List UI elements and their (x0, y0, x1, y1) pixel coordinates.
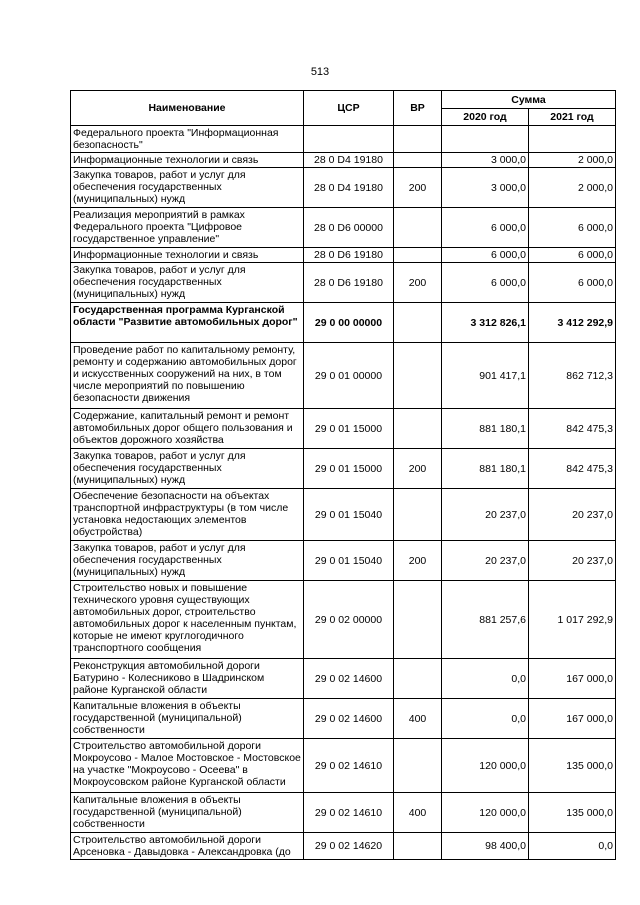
row-vr: 400 (394, 699, 442, 739)
row-sum-2020: 120 000,0 (442, 739, 529, 793)
table-row (71, 581, 616, 659)
row-sum-2020: 0,0 (442, 659, 529, 699)
row-vr (394, 581, 442, 659)
row-sum-2021: 3 412 292,9 (529, 303, 616, 343)
row-sum-2020: 98 400,0 (442, 833, 529, 860)
table-row (71, 541, 616, 581)
row-csr: 29 0 02 14610 (304, 793, 394, 833)
table-row (71, 449, 616, 489)
row-csr (304, 126, 394, 153)
row-sum-2021: 2 000,0 (529, 168, 616, 208)
table-row (71, 343, 616, 409)
row-vr (394, 409, 442, 449)
row-vr (394, 833, 442, 860)
row-sum-2021: 6 000,0 (529, 263, 616, 303)
row-vr (394, 739, 442, 793)
table-row (71, 263, 616, 303)
row-sum-2020: 6 000,0 (442, 208, 529, 248)
row-sum-2020 (442, 126, 529, 153)
header-name: Наименование (71, 91, 304, 126)
row-sum-2021 (529, 126, 616, 153)
row-sum-2021: 2 000,0 (529, 153, 616, 168)
row-sum-2021: 0,0 (529, 833, 616, 860)
header-2021: 2021 год (529, 109, 616, 126)
row-sum-2021: 6 000,0 (529, 208, 616, 248)
header-csr: ЦСР (304, 91, 394, 126)
row-name: Закупка товаров, работ и услуг для обеспечения государственных (муниципальных) нужд (71, 449, 304, 489)
row-name: Закупка товаров, работ и услуг для обеспечения государственных (муниципальных) нужд (71, 263, 304, 303)
row-vr: 200 (394, 263, 442, 303)
row-sum-2020: 3 000,0 (442, 168, 529, 208)
row-csr: 29 0 01 15040 (304, 489, 394, 541)
row-sum-2021: 167 000,0 (529, 659, 616, 699)
row-sum-2021: 862 712,3 (529, 343, 616, 409)
row-name: Федерального проекта "Информационная безопасность" (71, 126, 304, 153)
row-csr: 28 0 D6 19180 (304, 263, 394, 303)
row-sum-2021: 167 000,0 (529, 699, 616, 739)
table-body (71, 126, 616, 860)
row-csr: 29 0 01 15000 (304, 449, 394, 489)
row-name: Проведение работ по капитальному ремонту, ремонту и содержанию автомобильных дорог и искусственных сооружений на них, в том числе мероприятий по повышению безопасности движения (71, 343, 304, 409)
row-name: Капитальные вложения в объекты государственной (муниципальной) собственности (71, 793, 304, 833)
row-csr: 29 0 01 15040 (304, 541, 394, 581)
row-vr: 200 (394, 449, 442, 489)
row-csr: 29 0 01 00000 (304, 343, 394, 409)
row-sum-2020: 881 180,1 (442, 409, 529, 449)
table-row (71, 833, 616, 860)
row-name: Реконструкция автомобильной дороги Батурино - Колесниково в Шадринском районе Курганской области (71, 659, 304, 699)
row-name: Содержание, капитальный ремонт и ремонт автомобильных дорог общего пользования и объектов дорожного хозяйства (71, 409, 304, 449)
row-vr (394, 303, 442, 343)
row-sum-2021: 20 237,0 (529, 489, 616, 541)
row-csr: 29 0 02 14620 (304, 833, 394, 860)
row-sum-2020: 881 257,6 (442, 581, 529, 659)
header-2020: 2020 год (442, 109, 529, 126)
row-sum-2021: 842 475,3 (529, 409, 616, 449)
row-sum-2020: 3 000,0 (442, 153, 529, 168)
row-sum-2021: 6 000,0 (529, 248, 616, 263)
row-sum-2021: 1 017 292,9 (529, 581, 616, 659)
row-name: Строительство новых и повышение технического уровня существующих автомобильных дорог, строительство автомобильных дорог к населенным пунктам, которые не имеют круглогодичного транспортного сообщения (71, 581, 304, 659)
row-name: Строительство автомобильной дороги Мокроусово - Малое Мостовское - Мостовское на участке "Мокроусово - Осеева" в Мокроусовском районе Курганской области (71, 739, 304, 793)
row-sum-2021: 135 000,0 (529, 793, 616, 833)
row-name: Государственная программа Курганской области "Развитие автомобильных дорог" (71, 303, 304, 343)
page-number: 513 (310, 66, 330, 78)
table-row (71, 168, 616, 208)
table-row (71, 409, 616, 449)
header-vr: ВР (394, 91, 442, 126)
table-row (71, 153, 616, 168)
row-sum-2020: 6 000,0 (442, 248, 529, 263)
row-csr: 28 0 D6 00000 (304, 208, 394, 248)
row-vr (394, 208, 442, 248)
table-row (71, 659, 616, 699)
table-row (71, 699, 616, 739)
row-sum-2021: 135 000,0 (529, 739, 616, 793)
row-sum-2020: 881 180,1 (442, 449, 529, 489)
table-row (71, 126, 616, 153)
row-csr: 29 0 01 15000 (304, 409, 394, 449)
row-name: Реализация мероприятий в рамках Федерального проекта "Цифровое государственное управление" (71, 208, 304, 248)
table-row (71, 793, 616, 833)
row-sum-2020: 3 312 826,1 (442, 303, 529, 343)
budget-table (70, 90, 616, 860)
row-vr: 200 (394, 168, 442, 208)
row-vr (394, 343, 442, 409)
row-name: Закупка товаров, работ и услуг для обеспечения государственных (муниципальных) нужд (71, 168, 304, 208)
row-sum-2021: 20 237,0 (529, 541, 616, 581)
table-row (71, 489, 616, 541)
row-csr: 29 0 02 14600 (304, 699, 394, 739)
table-row (71, 303, 616, 343)
row-csr: 28 0 D4 19180 (304, 153, 394, 168)
row-name: Строительство автомобильной дороги Арсеновка - Давыдовка - Александровка (до (71, 833, 304, 860)
row-sum-2020: 20 237,0 (442, 489, 529, 541)
row-csr: 29 0 02 14600 (304, 659, 394, 699)
table-row (71, 248, 616, 263)
row-csr: 28 0 D6 19180 (304, 248, 394, 263)
row-sum-2021: 842 475,3 (529, 449, 616, 489)
row-sum-2020: 6 000,0 (442, 263, 529, 303)
table-header (71, 91, 616, 126)
row-vr (394, 659, 442, 699)
table-row (71, 208, 616, 248)
row-name: Информационные технологии и связь (71, 248, 304, 263)
table-row (71, 739, 616, 793)
row-vr: 200 (394, 541, 442, 581)
header-sum: Сумма (442, 91, 616, 109)
row-name: Капитальные вложения в объекты государственной (муниципальной) собственности (71, 699, 304, 739)
row-name: Информационные технологии и связь (71, 153, 304, 168)
row-sum-2020: 0,0 (442, 699, 529, 739)
row-sum-2020: 20 237,0 (442, 541, 529, 581)
row-sum-2020: 901 417,1 (442, 343, 529, 409)
row-sum-2020: 120 000,0 (442, 793, 529, 833)
row-csr: 28 0 D4 19180 (304, 168, 394, 208)
row-vr (394, 126, 442, 153)
row-name: Обеспечение безопасности на объектах транспортной инфраструктуры (в том числе установка недостающих элементов обустройства) (71, 489, 304, 541)
row-vr (394, 153, 442, 168)
row-name: Закупка товаров, работ и услуг для обеспечения государственных (муниципальных) нужд (71, 541, 304, 581)
row-vr: 400 (394, 793, 442, 833)
row-csr: 29 0 02 00000 (304, 581, 394, 659)
row-vr (394, 248, 442, 263)
row-csr: 29 0 02 14610 (304, 739, 394, 793)
row-vr (394, 489, 442, 541)
row-csr: 29 0 00 00000 (304, 303, 394, 343)
